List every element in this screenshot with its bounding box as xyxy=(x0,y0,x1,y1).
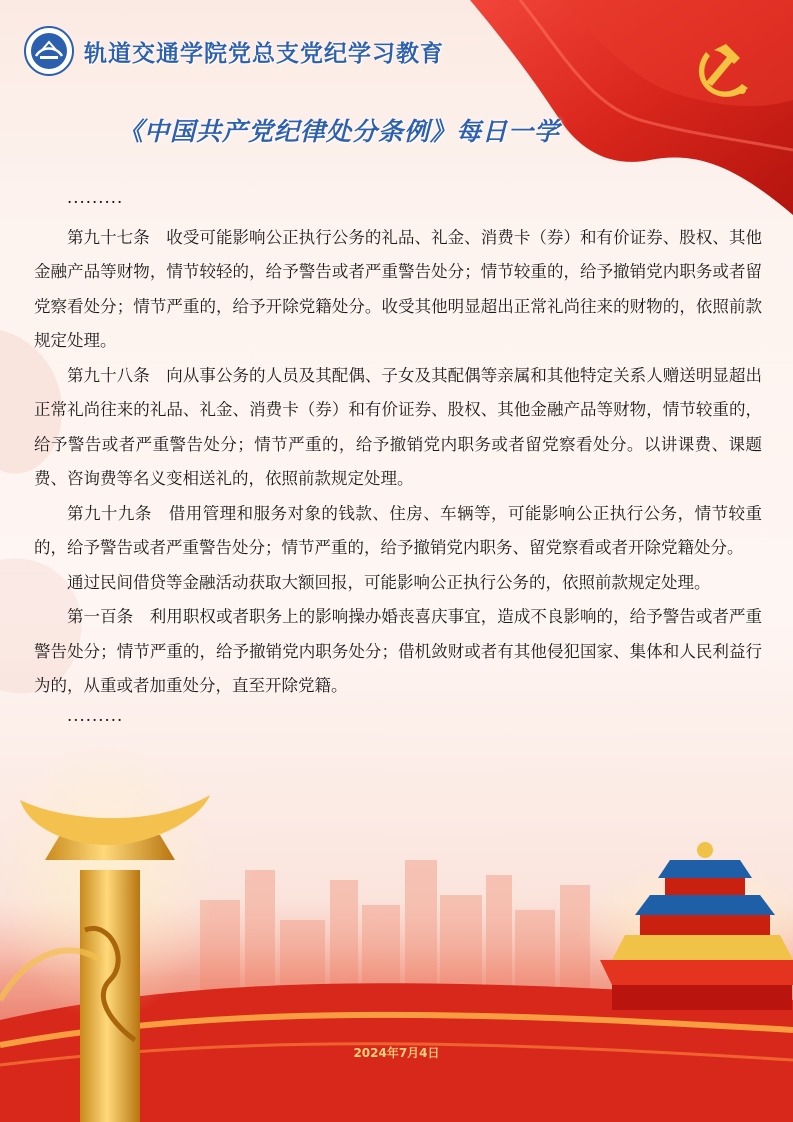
article-paragraph-99-clause-2: 通过民间借贷等金融活动获取大额回报，可能影响公正执行公务的，依照前款规定处理。 xyxy=(67,572,711,592)
org-title: 轨道交通学院党总支党纪学习教育 xyxy=(84,39,444,67)
main-title: 《中国共产党纪律处分条例》每日一学 xyxy=(118,117,561,146)
publish-date: 2024年7月4日 xyxy=(353,1046,440,1060)
party-emblem-icon xyxy=(692,40,754,102)
header xyxy=(24,26,444,76)
school-logo-icon xyxy=(24,26,74,76)
article-paragraph-97: 第九十七条 收受可能影响公正执行公务的礼品、礼金、消费卡（券）和有价证券、股权、其他金融产品等财物，情节较轻的，给予警告或者严重警告处分；情节较重的，给予撤销党内职务或者留党察看处分；情节严重的，给予开除党籍处分。收受其他明显超出正常礼尚往来的财物的，依照前款规定处理。 xyxy=(34,227,762,350)
trailing-dots: ········· xyxy=(67,710,124,730)
article-paragraph-99: 第九十九条 借用管理和服务对象的钱款、住房、车辆等，可能影响公正执行公务，情节较重的，给予警告或者严重警告处分；情节严重的，给予撤销党内职务、留党察看或者开除党籍处分。 xyxy=(34,503,762,557)
leading-dots: ········· xyxy=(67,193,124,212)
article-body xyxy=(34,186,762,738)
article-paragraph-98: 第九十八条 向从事公务的人员及其配偶、子女及其配偶等亲属和其他特定关系人赠送明显超出正常礼尚往来的礼品、礼金、消费卡（券）和有价证券、股权、其他金融产品等财物，情节较重的，给予警告或者严重警告处分；情节严重的，给予撤销党内职务或者留党察看处分。以讲课费、课题费、咨询费等名义变相送礼的，依照前款规定处理。 xyxy=(34,365,762,488)
article-paragraph-100: 第一百条 利用职权或者职务上的影响操办婚丧喜庆事宜，造成不良影响的，给予警告或者严重警告处分；情节严重的，给予撤销党内职务处分；借机敛财或者有其他侵犯国家、集体和人民利益行为的，从重或者加重处分，直至开除党籍。 xyxy=(34,607,762,695)
